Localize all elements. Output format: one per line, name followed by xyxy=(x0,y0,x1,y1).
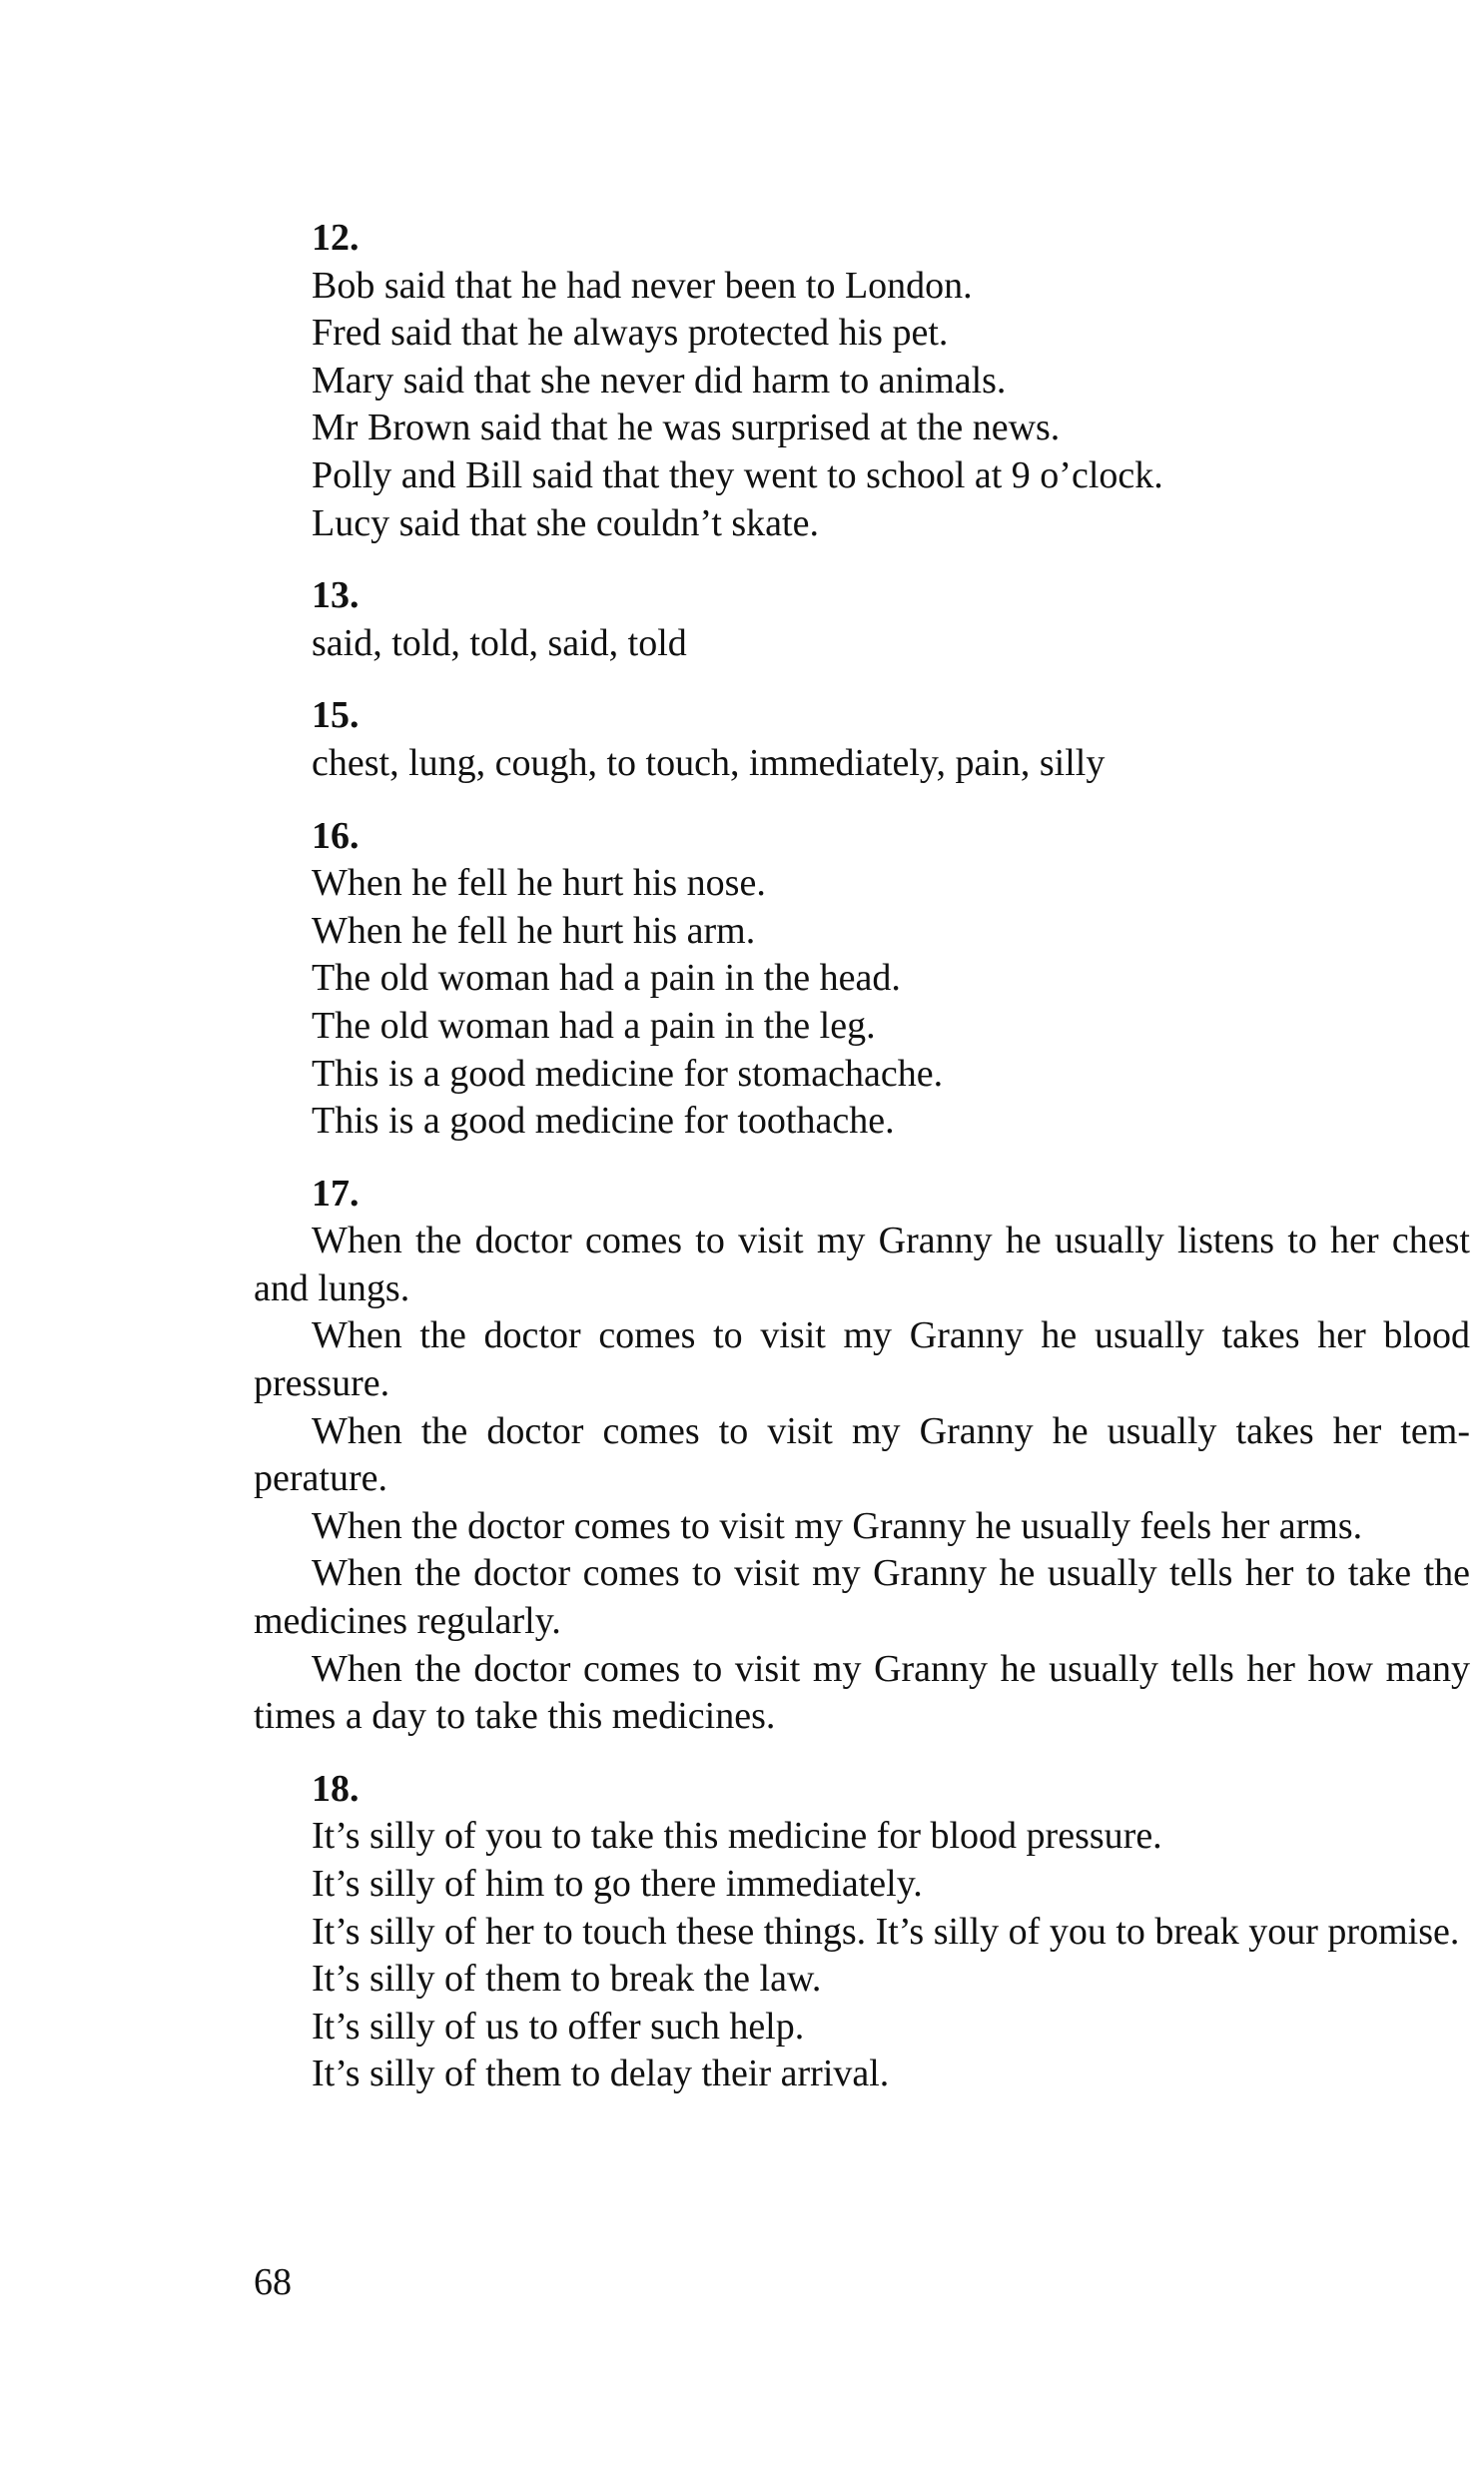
exercise-number: 13. xyxy=(312,574,360,617)
answer-line: The old woman had a pain in the leg. xyxy=(312,1004,876,1047)
answer-line: This is a good medicine for toothache. xyxy=(312,1100,895,1143)
exercise-18 xyxy=(254,1766,1470,2098)
exercise-15 xyxy=(254,692,1470,787)
answer-line: Bob said that he had never been to London. xyxy=(312,264,973,307)
answer-paragraph: It’s silly of them to break the law. xyxy=(312,1958,822,2001)
answer-line: When he fell he hurt his arm. xyxy=(312,909,756,952)
exercise-number: 16. xyxy=(312,814,360,857)
answer-line: This is a good medicine for stomachache. xyxy=(312,1052,944,1095)
answer-paragraph: It’s silly of them to delay their arrival. xyxy=(312,2053,890,2095)
answer-paragraph: When the doctor comes to visit my Granny he usually feels her arms. xyxy=(312,1504,1363,1547)
answer-paragraph: It’s silly of him to go there immediately. xyxy=(312,1863,923,1905)
exercise-number: 15. xyxy=(312,694,360,737)
exercise-16 xyxy=(254,813,1470,1146)
answer-line: Fred said that he always protected his pet. xyxy=(312,312,949,355)
answer-line: The old woman had a pain in the head. xyxy=(312,957,901,1000)
exercise-number: 17. xyxy=(312,1172,360,1215)
answer-paragraph: It’s silly of her to touch these things. It’s silly of you to break your promise. xyxy=(312,1910,1460,1953)
answer-line: Lucy said that she couldn’t skate. xyxy=(312,501,819,544)
answer-line: Mr Brown said that he was surprised at the news. xyxy=(312,407,1061,449)
answer-paragraph: When the doctor comes to visit my Granny he usually tells her to take the medicines regularly. xyxy=(254,1552,1470,1643)
answer-line: Mary said that she never did harm to animals. xyxy=(312,359,1007,402)
exercise-number: 12. xyxy=(312,217,360,259)
answer-paragraph: When the doctor comes to visit my Granny he usually tells her how many times a day to take this medicines. xyxy=(254,1647,1470,1738)
page-content xyxy=(254,215,1470,2123)
answer-line: Polly and Bill said that they went to school at 9 o’clock. xyxy=(312,453,1163,496)
answer-paragraph: It’s silly of us to offer such help. xyxy=(312,2005,805,2048)
answer-line: chest, lung, cough, to touch, immediately, pain, silly xyxy=(312,741,1106,784)
exercise-13 xyxy=(254,572,1470,667)
page-number: 68 xyxy=(254,2261,292,2303)
exercise-12 xyxy=(254,215,1470,547)
exercise-17 xyxy=(254,1171,1470,1741)
answer-paragraph: When the doctor comes to visit my Granny he usually listens to her chest and lungs. xyxy=(254,1220,1470,1309)
answer-paragraph: It’s silly of you to take this medicine for blood pressure. xyxy=(312,1815,1162,1858)
answer-paragraph: When the doctor comes to visit my Granny he usually takes her blood pressure. xyxy=(254,1314,1470,1405)
answer-line: said, told, told, said, told xyxy=(312,621,687,664)
answer-paragraph: When the doctor comes to visit my Granny he usually takes her temperature. xyxy=(254,1409,1470,1500)
answer-line: When he fell he hurt his nose. xyxy=(312,862,766,905)
exercise-number: 18. xyxy=(312,1767,360,1810)
